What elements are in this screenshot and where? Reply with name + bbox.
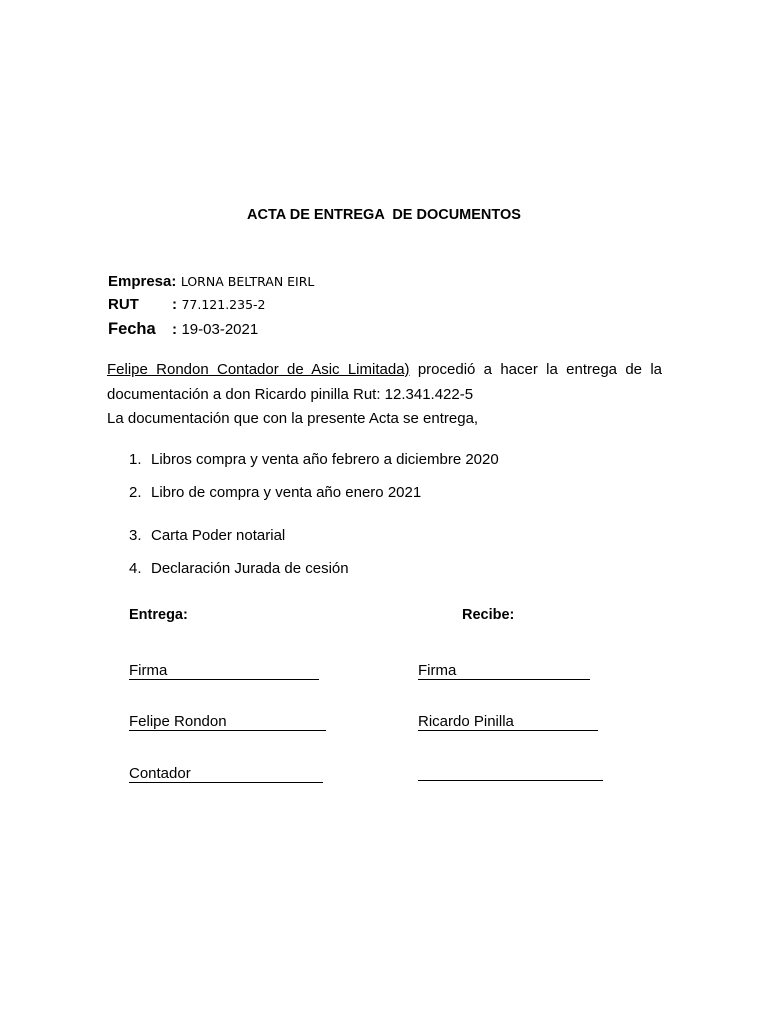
- entrega-label: Entrega:: [129, 607, 188, 623]
- list-item-number: 3.: [129, 527, 142, 544]
- list-item: [129, 484, 421, 501]
- entrega-role-line: [129, 766, 323, 783]
- rut-value: 77.121.235-2: [181, 297, 266, 312]
- entrega-role: Contador: [129, 765, 191, 782]
- paragraph-line1-rest: procedió a hacer la entrega de la: [409, 361, 662, 378]
- recibe-firma-line: [418, 663, 590, 680]
- rut-row: [108, 296, 266, 314]
- list-item-text: Carta Poder notarial: [151, 527, 286, 544]
- document-title: ACTA DE ENTREGA DE DOCUMENTOS: [247, 207, 521, 223]
- list-item-number: 2.: [129, 484, 142, 501]
- list-item: [129, 527, 285, 544]
- recibe-label: Recibe:: [462, 607, 515, 623]
- empresa-value: LORNA BELTRAN EIRL: [180, 274, 315, 289]
- recibe-name: Ricardo Pinilla: [418, 713, 514, 730]
- paragraph-line-2: documentación a don Ricardo pinilla Rut: 12.341.422-5: [107, 386, 474, 403]
- fecha-row: [108, 320, 258, 339]
- entrega-firma-line: [129, 663, 319, 680]
- recibe-blank-line: [418, 780, 603, 781]
- list-item-text: Declaración Jurada de cesión: [151, 560, 349, 577]
- empresa-label: Empresa:: [108, 273, 177, 290]
- list-item-text: Libro de compra y venta año enero 2021: [151, 484, 422, 501]
- entrega-name: Felipe Rondon: [129, 713, 227, 730]
- fecha-colon: :: [172, 321, 177, 338]
- rut-label: RUT: [108, 296, 139, 313]
- entrega-name-line: [129, 714, 326, 731]
- list-item-number: 1.: [129, 451, 142, 468]
- list-item-text: Libros compra y venta año febrero a diciembre 2020: [151, 451, 499, 468]
- entrega-firma-label: Firma: [129, 662, 168, 679]
- fecha-label: Fecha: [108, 320, 156, 338]
- list-item-number: 4.: [129, 560, 142, 577]
- recibe-firma-label: Firma: [418, 662, 457, 679]
- recibe-name-line: [418, 714, 598, 731]
- empresa-row: [108, 273, 314, 291]
- paragraph-line-1: [107, 361, 662, 378]
- list-item: [129, 451, 499, 468]
- paragraph-line-3: La documentación que con la presente Acta se entrega,: [107, 410, 479, 427]
- rut-colon: :: [172, 296, 177, 313]
- list-item: [129, 560, 349, 577]
- paragraph-underlined-name: Felipe Rondon Contador de Asic Limitada): [107, 361, 410, 378]
- fecha-value: 19-03-2021: [181, 321, 259, 338]
